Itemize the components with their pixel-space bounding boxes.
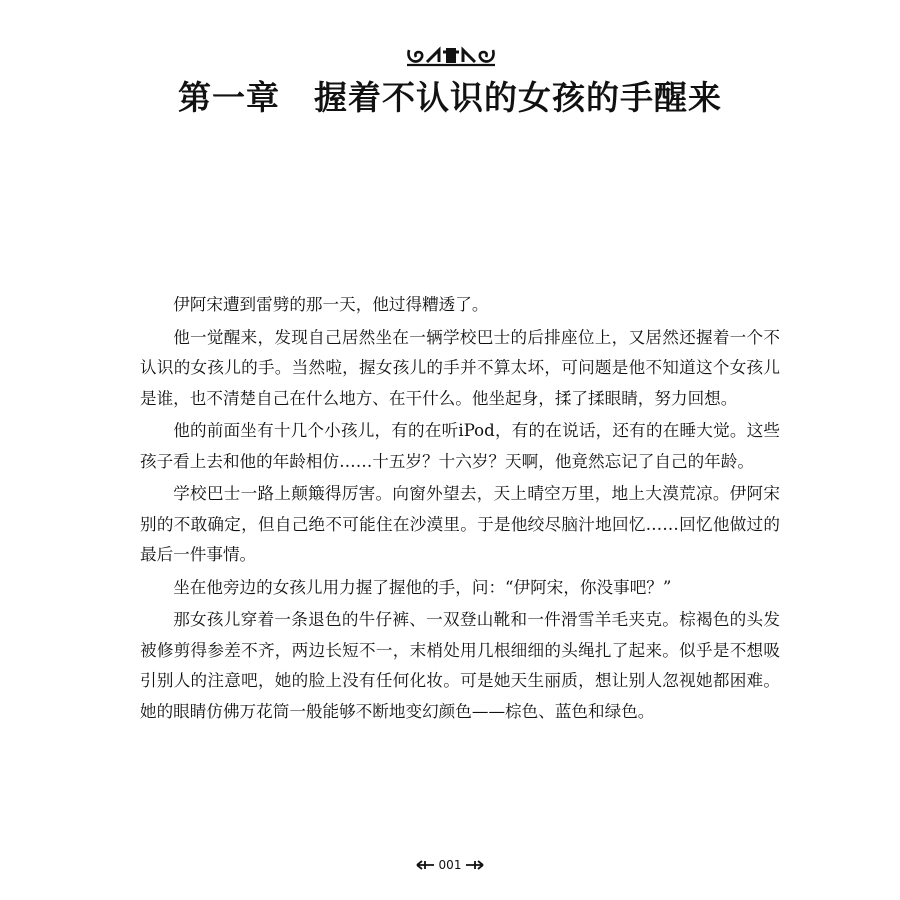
page-number: 001	[438, 857, 462, 872]
body-text	[140, 290, 780, 729]
chapter-ornament-icon	[405, 44, 497, 68]
paragraph: 学校巴士一路上颠簸得厉害。向窗外望去，天上晴空万里，地上大漠荒凉。伊阿宋别的不敢确定，但自己绝不可能住在沙漠里。于是他绞尽脑汁地回忆……回忆他做过的最后一件事情。	[140, 484, 780, 564]
paragraph: 他一觉醒来，发现自己居然坐在一辆学校巴士的后排座位上，又居然还握着一个不认识的女孩儿的手。当然啦，握女孩儿的手并不算太坏，可问题是他不知道这个女孩儿是谁，也不清楚自己在什么地方、在干什么。他坐起身，揉了揉眼睛，努力回想。	[140, 327, 780, 408]
paragraph: 伊阿宋遭到雷劈的那一天，他过得糟透了。	[173, 295, 489, 314]
chapter-heading: 握着不认识的女孩的手醒来	[314, 78, 722, 117]
chapter-number: 第一章	[178, 78, 280, 117]
page-footer	[0, 857, 900, 872]
folio-ornament-right-icon	[465, 859, 487, 871]
paragraph: 他的前面坐有十几个小孩儿，有的在听iPod，有的在说话，还有的在睡大觉。这些孩子看上去和他的年龄相仿……十五岁？十六岁？天啊，他竟然忘记了自己的年龄。	[140, 421, 780, 471]
paragraph: 坐在他旁边的女孩儿用力握了握他的手，问：“伊阿宋，你没事吧？”	[173, 577, 672, 597]
chapter-title	[0, 76, 900, 120]
paragraph: 那女孩儿穿着一条退色的牛仔裤、一双登山靴和一件滑雪羊毛夹克。棕褐色的头发被修剪得参差不齐，两边长短不一，末梢处用几根细细的头绳扎了起来。似乎是不想吸引别人的注意吧，她的脸上没有任何化妆。可是她天生丽质，想让别人忽视她都困难。她的眼睛仿佛万花筒一般能够不断地变幻颜色——棕色、蓝色和绿色。	[140, 610, 780, 721]
folio-ornament-left-icon	[413, 859, 435, 871]
